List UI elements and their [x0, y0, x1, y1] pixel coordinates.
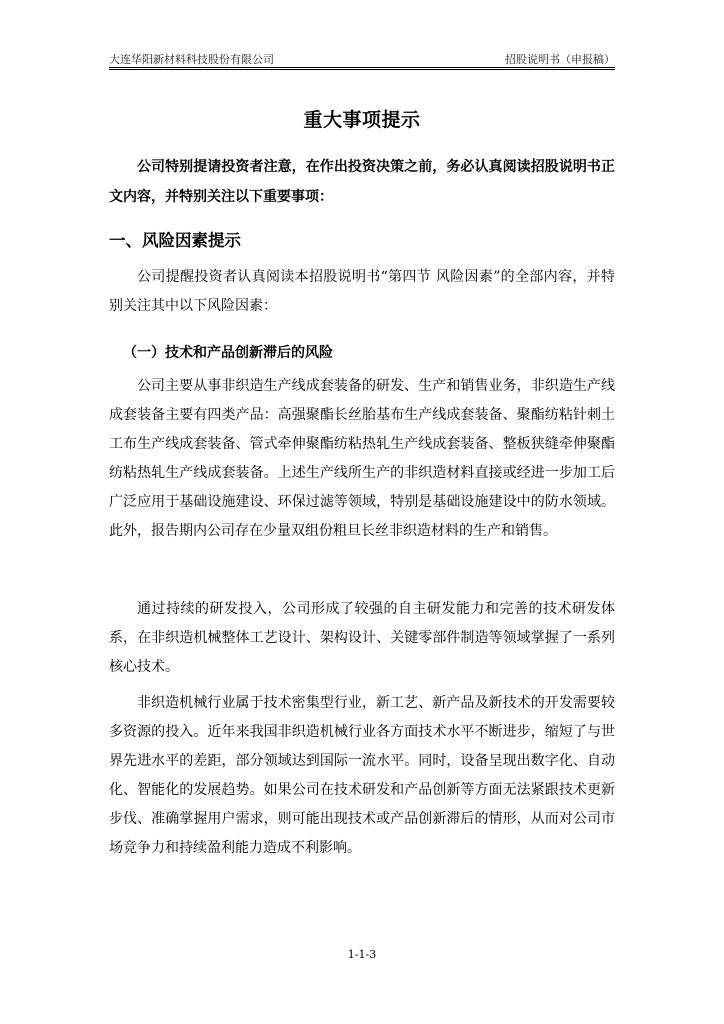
header-divider-secondary — [109, 69, 615, 70]
section-heading-risk-factors: 一、风险因素提示 — [109, 231, 241, 250]
body-paragraph: 非织造机械行业属于技术密集型行业，新工艺、新产品及新技术的开发需要较多资源的投入。近年来我国非织造机械行业各方面技术水平不断进步，缩短了与世界先进水平的差距，部分领域达到国际一流水平。同时，设备呈现出数字化、自动化、智能化的发展趋势。如果公司在技术研发和产品创新等方面无法紧跟技术更新步伐、准确掌握用户需求，则可能出现技术或产品创新滞后的情形，从而对公司市场竞争力和持续盈利能力造成不利影响。 — [109, 695, 615, 856]
subsection-heading-innovation-risk: （一）技术和产品创新滞后的风险 — [123, 345, 333, 361]
body-paragraph: 通过持续的研发投入，公司形成了较强的自主研发能力和完善的技术研发体系，在非织造机械整体工艺设计、架构设计、关键零部件制造等领域掌握了一系列核心技术。 — [109, 601, 615, 675]
page-number: 1-1-3 — [347, 948, 377, 961]
header-divider — [109, 67, 615, 68]
header-company-name: 大连华阳新材料科技股份有限公司 — [109, 53, 274, 66]
page-header — [109, 47, 615, 67]
body-paragraph: 公司主要从事非织造生产线成套装备的研发、生产和销售业务，非织造生产线成套装备主要有四类产品：高强聚酯长丝胎基布生产线成套装备、聚酯纺粘针刺土工布生产线成套装备、管式牵伸聚酯纺粘热轧生产线成套装备、整板狭缝牵伸聚酯纺粘热轧生产线成套装备。上述生产线所生产的非织造材料直接或经进一步加工后广泛应用于基础设施建设、环保过滤等领域，特别是基础设施建设中的防水领域。此外，报告期内公司存在少量双组份粗旦长丝非织造材料的生产和销售。 — [109, 378, 615, 539]
important-notice: 公司特别提请投资者注意，在作出投资决策之前，务必认真阅读招股说明书正文内容，并特别关注以下重要事项： — [109, 159, 615, 205]
risk-intro-paragraph: 公司提醒投资者认真阅读本招股说明书“第四节 风险因素”的全部内容，并特别关注其中以下风险因素： — [109, 269, 615, 314]
header-document-type: 招股说明书（申报稿） — [505, 53, 615, 66]
page-title: 重大事项提示 — [303, 109, 421, 131]
